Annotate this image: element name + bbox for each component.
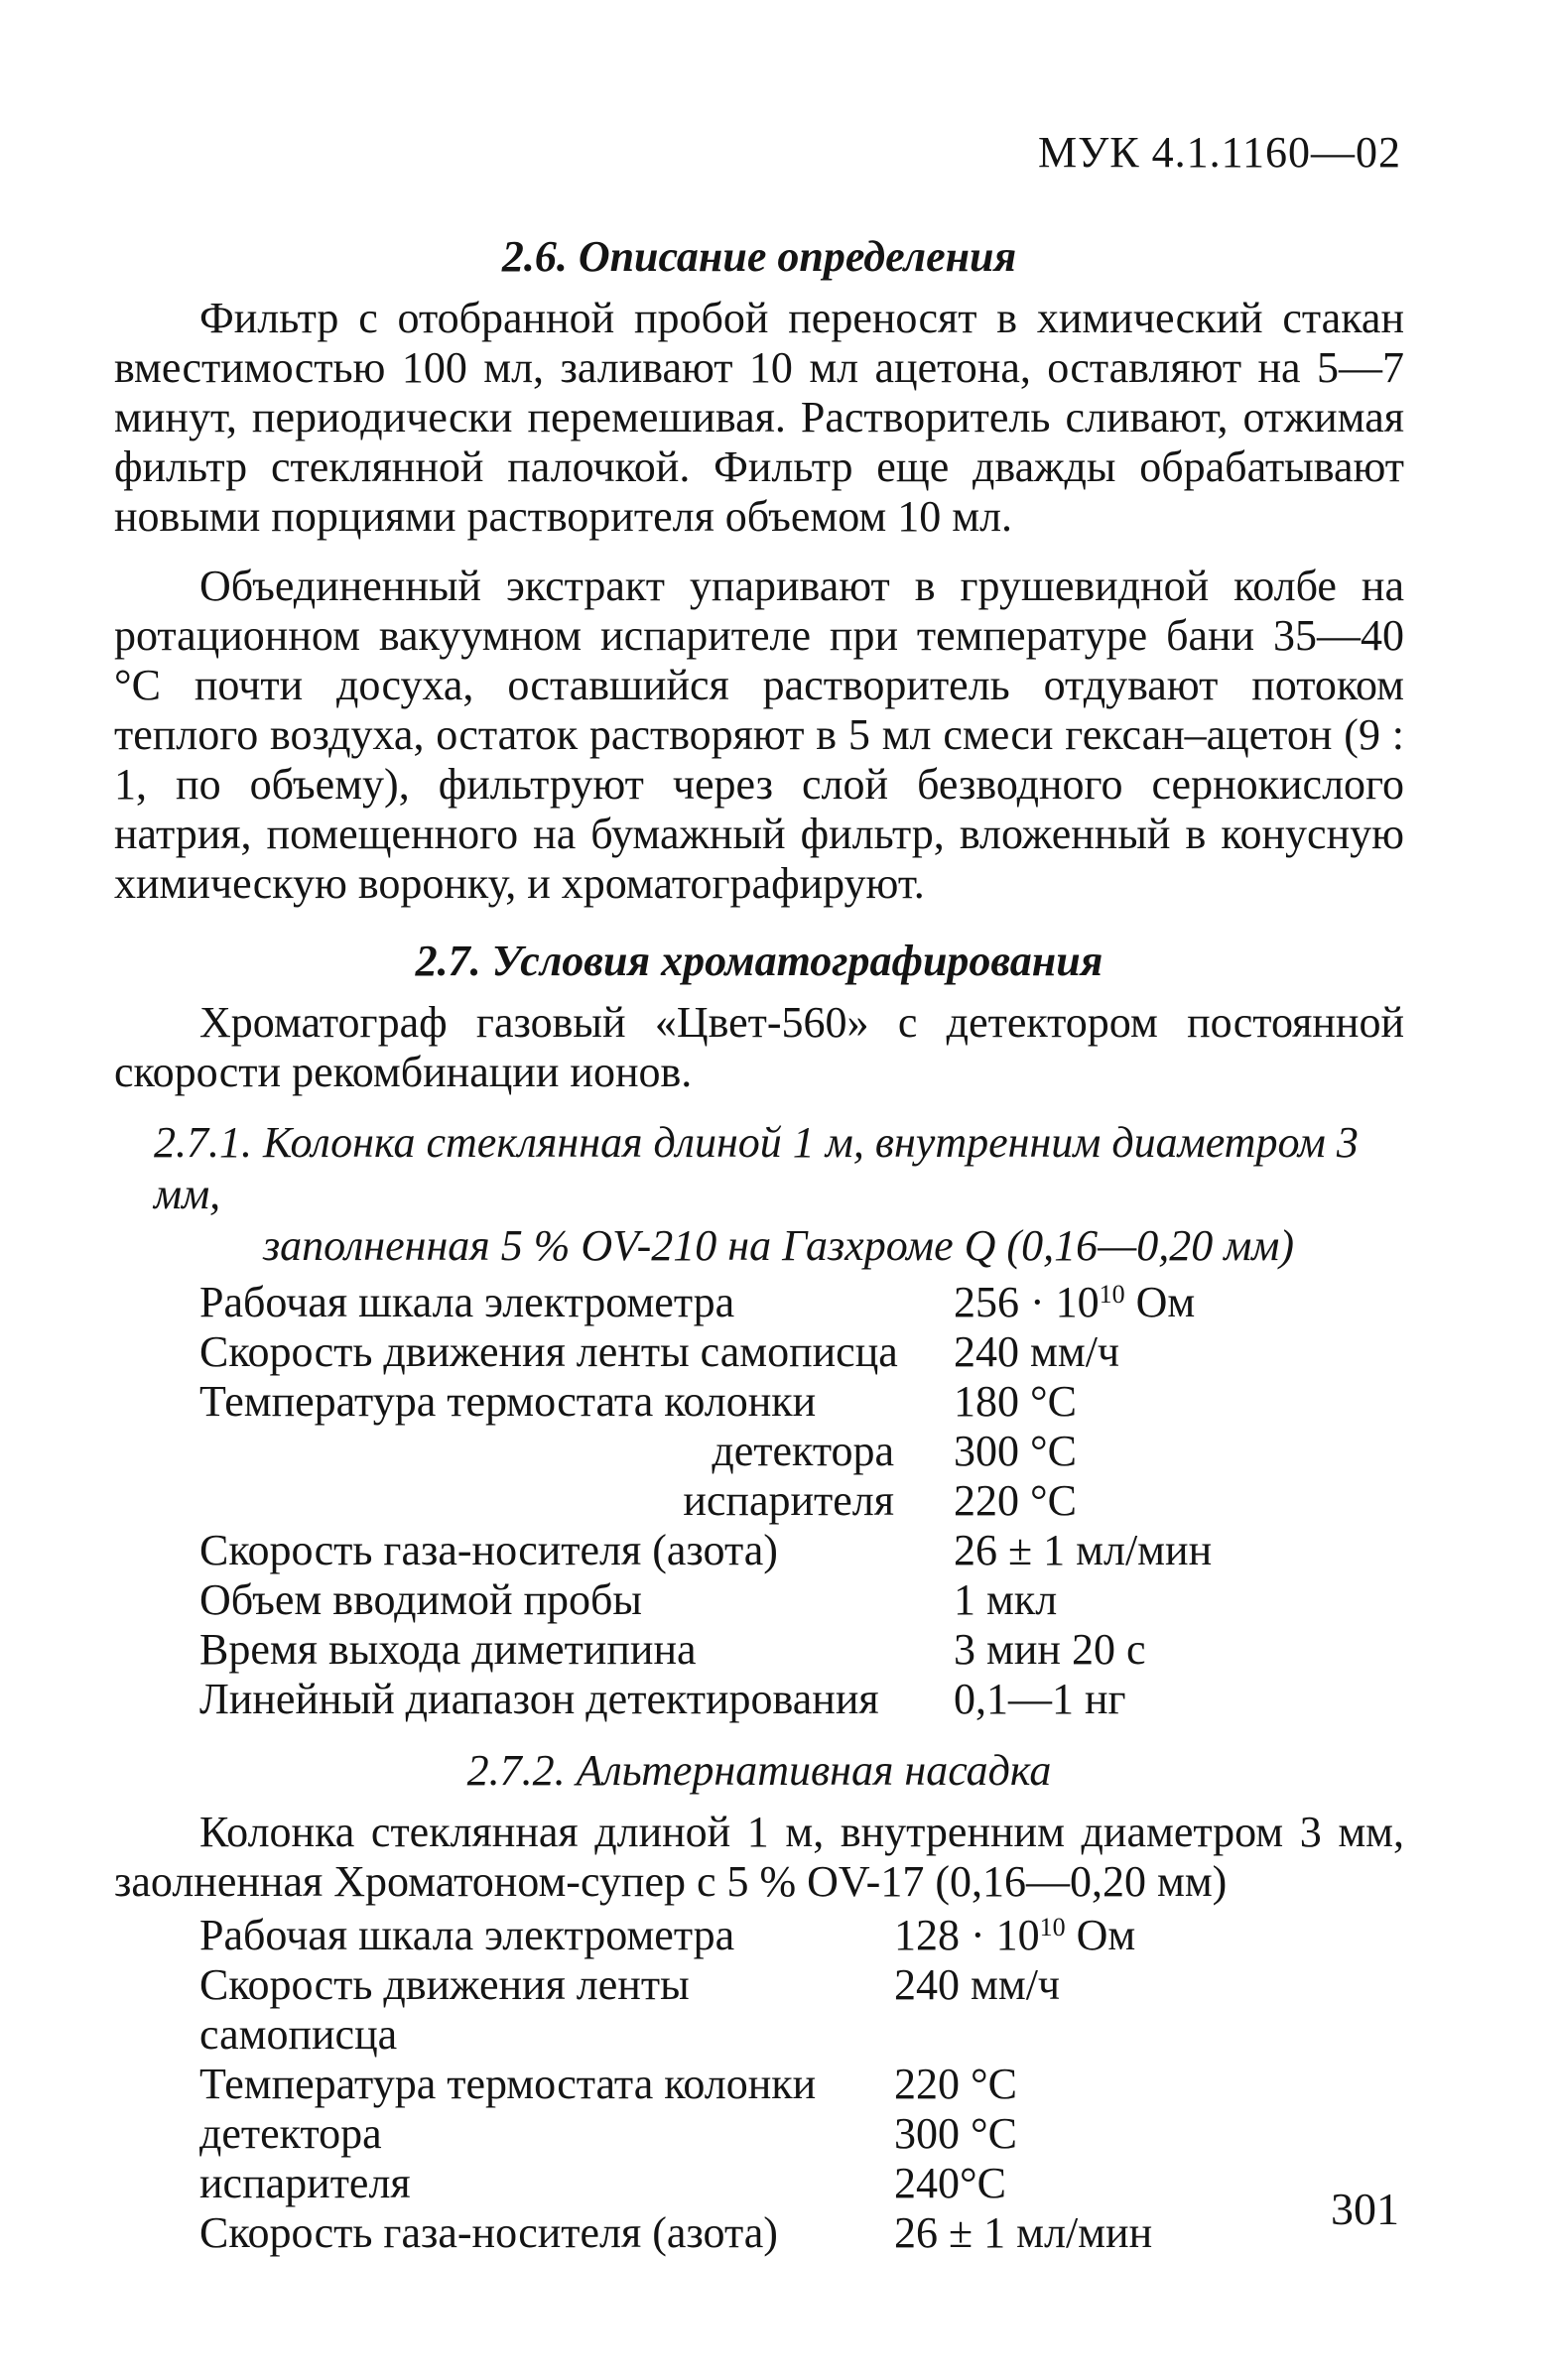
document-code-header: МУК 4.1.1160—02 [1038, 128, 1401, 177]
parameter-value-unit: Ом [1124, 1278, 1196, 1326]
section-2-7-1-title-line2: заполненная 5 % OV-210 на Газхроме Q (0,16—0,20 мм) [263, 1221, 1295, 1270]
parameter-value-main: 180 °С [954, 1377, 1077, 1426]
parameter-value-main: 3 мин 20 с [954, 1625, 1146, 1674]
parameter-label: детектора [712, 1427, 894, 1475]
section-2-6-paragraph-1: Фильтр с отобранной пробой переносят в химический стакан вместимостью 100 мл, заливают 10 мл ацетона, оставляют на 5—7 минут, периодически перемешивая. Растворитель сливают, отжимая фильтр стеклянной палочкой. Фильтр еще дважды обрабатывают новыми порциями растворителя объемом 10 мл. [114, 294, 1404, 541]
parameter-label: детектора [199, 2109, 382, 2158]
parameter-label: Линейный диапазон детектирования [199, 1675, 879, 1723]
parameter-label: Объем вводимой пробы [199, 1575, 642, 1624]
section-2-6-title: 2.6. Описание определения [501, 232, 1017, 281]
parameter-label: Скорость движения ленты самописца [199, 1327, 898, 1376]
section-2-7-1-title [114, 1117, 1404, 1272]
parameter-value-main: 128 · 10 [894, 1911, 1040, 1959]
parameter-row [199, 1476, 1212, 1526]
parameter-value [894, 1911, 1152, 1960]
parameter-value-unit: Ом [1065, 1911, 1136, 1959]
section-2-7-2-paragraph: Колонка стеклянная длиной 1 м, внутренним диаметром 3 мм, заолненная Хроматоном-супер с 5 % OV-17 (0,16—0,20 мм) [114, 1808, 1404, 1906]
parameter-row [199, 1278, 1212, 1327]
section-2-7-2-title: 2.7.2. Альтернативная насадка [466, 1746, 1052, 1795]
parameter-label: Температура термостата колонки [199, 1377, 817, 1426]
parameter-row [199, 1526, 1212, 1575]
parameter-value [954, 1625, 1212, 1675]
parameter-label: Рабочая шкала электрометра [199, 1911, 735, 1959]
section-2-7-1-parameter-table [199, 1278, 1212, 1724]
parameter-label: Время выхода диметипина [199, 1625, 697, 1674]
parameter-row [199, 2208, 1152, 2258]
parameter-value [894, 2208, 1152, 2258]
parameter-value [954, 1526, 1212, 1575]
section-2-7-2-parameter-table [199, 1911, 1152, 2258]
parameter-row [199, 1327, 1212, 1377]
parameter-value-main: 300 °С [954, 1427, 1077, 1475]
parameter-value [954, 1377, 1212, 1427]
parameter-label: Скорость газа-носителя (азота) [199, 1526, 778, 1574]
parameter-value-main: 240 мм/ч [954, 1327, 1120, 1376]
parameter-value-main: 26 ± 1 мл/мин [894, 2208, 1153, 2257]
parameter-value [894, 2060, 1152, 2109]
parameter-label: Рабочая шкала электрометра [199, 1278, 735, 1326]
page-number: 301 [1331, 2184, 1399, 2234]
parameter-row [199, 2159, 1152, 2208]
parameter-row [199, 1377, 1212, 1427]
section-2-7-paragraph: Хроматограф газовый «Цвет-560» с детектором постоянной скорости рекомбинации ионов. [114, 998, 1404, 1096]
parameter-value-main: 26 ± 1 мл/мин [954, 1526, 1213, 1574]
parameter-row [199, 1675, 1212, 1724]
parameter-value [954, 1476, 1212, 1526]
parameter-value-main: 220 °С [954, 1476, 1077, 1525]
parameter-row [199, 1575, 1212, 1625]
parameter-value [954, 1427, 1212, 1476]
section-2-7-title: 2.7. Условия хроматографирования [415, 937, 1104, 985]
parameter-row [199, 2060, 1152, 2109]
parameter-value [894, 2159, 1152, 2208]
parameter-label: испарителя [199, 2159, 411, 2207]
parameter-value [894, 2109, 1152, 2159]
page-content [114, 224, 1404, 2258]
section-2-7-1-title-line1: 2.7.1. Колонка стеклянная длиной 1 м, внутренним диаметром 3 мм, [154, 1118, 1359, 1218]
parameter-value-main: 240°С [894, 2159, 1006, 2207]
parameter-value-main: 220 °С [894, 2060, 1017, 2108]
parameter-row [199, 1625, 1212, 1675]
parameter-value-exponent: 10 [1099, 1280, 1125, 1309]
parameter-value [954, 1675, 1212, 1724]
parameter-value [954, 1575, 1212, 1625]
parameter-value-main: 0,1—1 нг [954, 1675, 1126, 1723]
parameter-label: Скорость газа-носителя (азота) [199, 2208, 778, 2257]
parameter-row [199, 1427, 1212, 1476]
parameter-value [894, 1960, 1152, 2060]
parameter-label: Температура термостата колонки [199, 2060, 817, 2108]
parameter-value-exponent: 10 [1039, 1913, 1066, 1942]
parameter-label: испарителя [683, 1476, 894, 1525]
parameter-row [199, 1911, 1152, 1960]
parameter-value-main: 256 · 10 [954, 1278, 1100, 1326]
parameter-value [954, 1278, 1212, 1327]
parameter-row [199, 1960, 1152, 2060]
parameter-value-main: 240 мм/ч [894, 1960, 1061, 2009]
parameter-value [954, 1327, 1212, 1377]
parameter-label: Скорость движения ленты самописца [199, 1960, 690, 2059]
parameter-value-main: 300 °С [894, 2109, 1017, 2158]
parameter-row [199, 2109, 1152, 2159]
parameter-value-main: 1 мкл [954, 1575, 1058, 1624]
section-2-6-paragraph-2: Объединенный экстракт упаривают в грушевидной колбе на ротационном вакуумном испарителе при температуре бани 35—40 °С почти досуха, оставшийся растворитель отдувают потоком теплого воздуха, остаток растворяют в 5 мл смеси гексан–ацетон (9 : 1, по объему), фильтруют через слой безводного сернокислого натрия, помещенного на бумажный фильтр, вложенный в конусную химическую воронку, и хроматографируют. [114, 562, 1404, 908]
